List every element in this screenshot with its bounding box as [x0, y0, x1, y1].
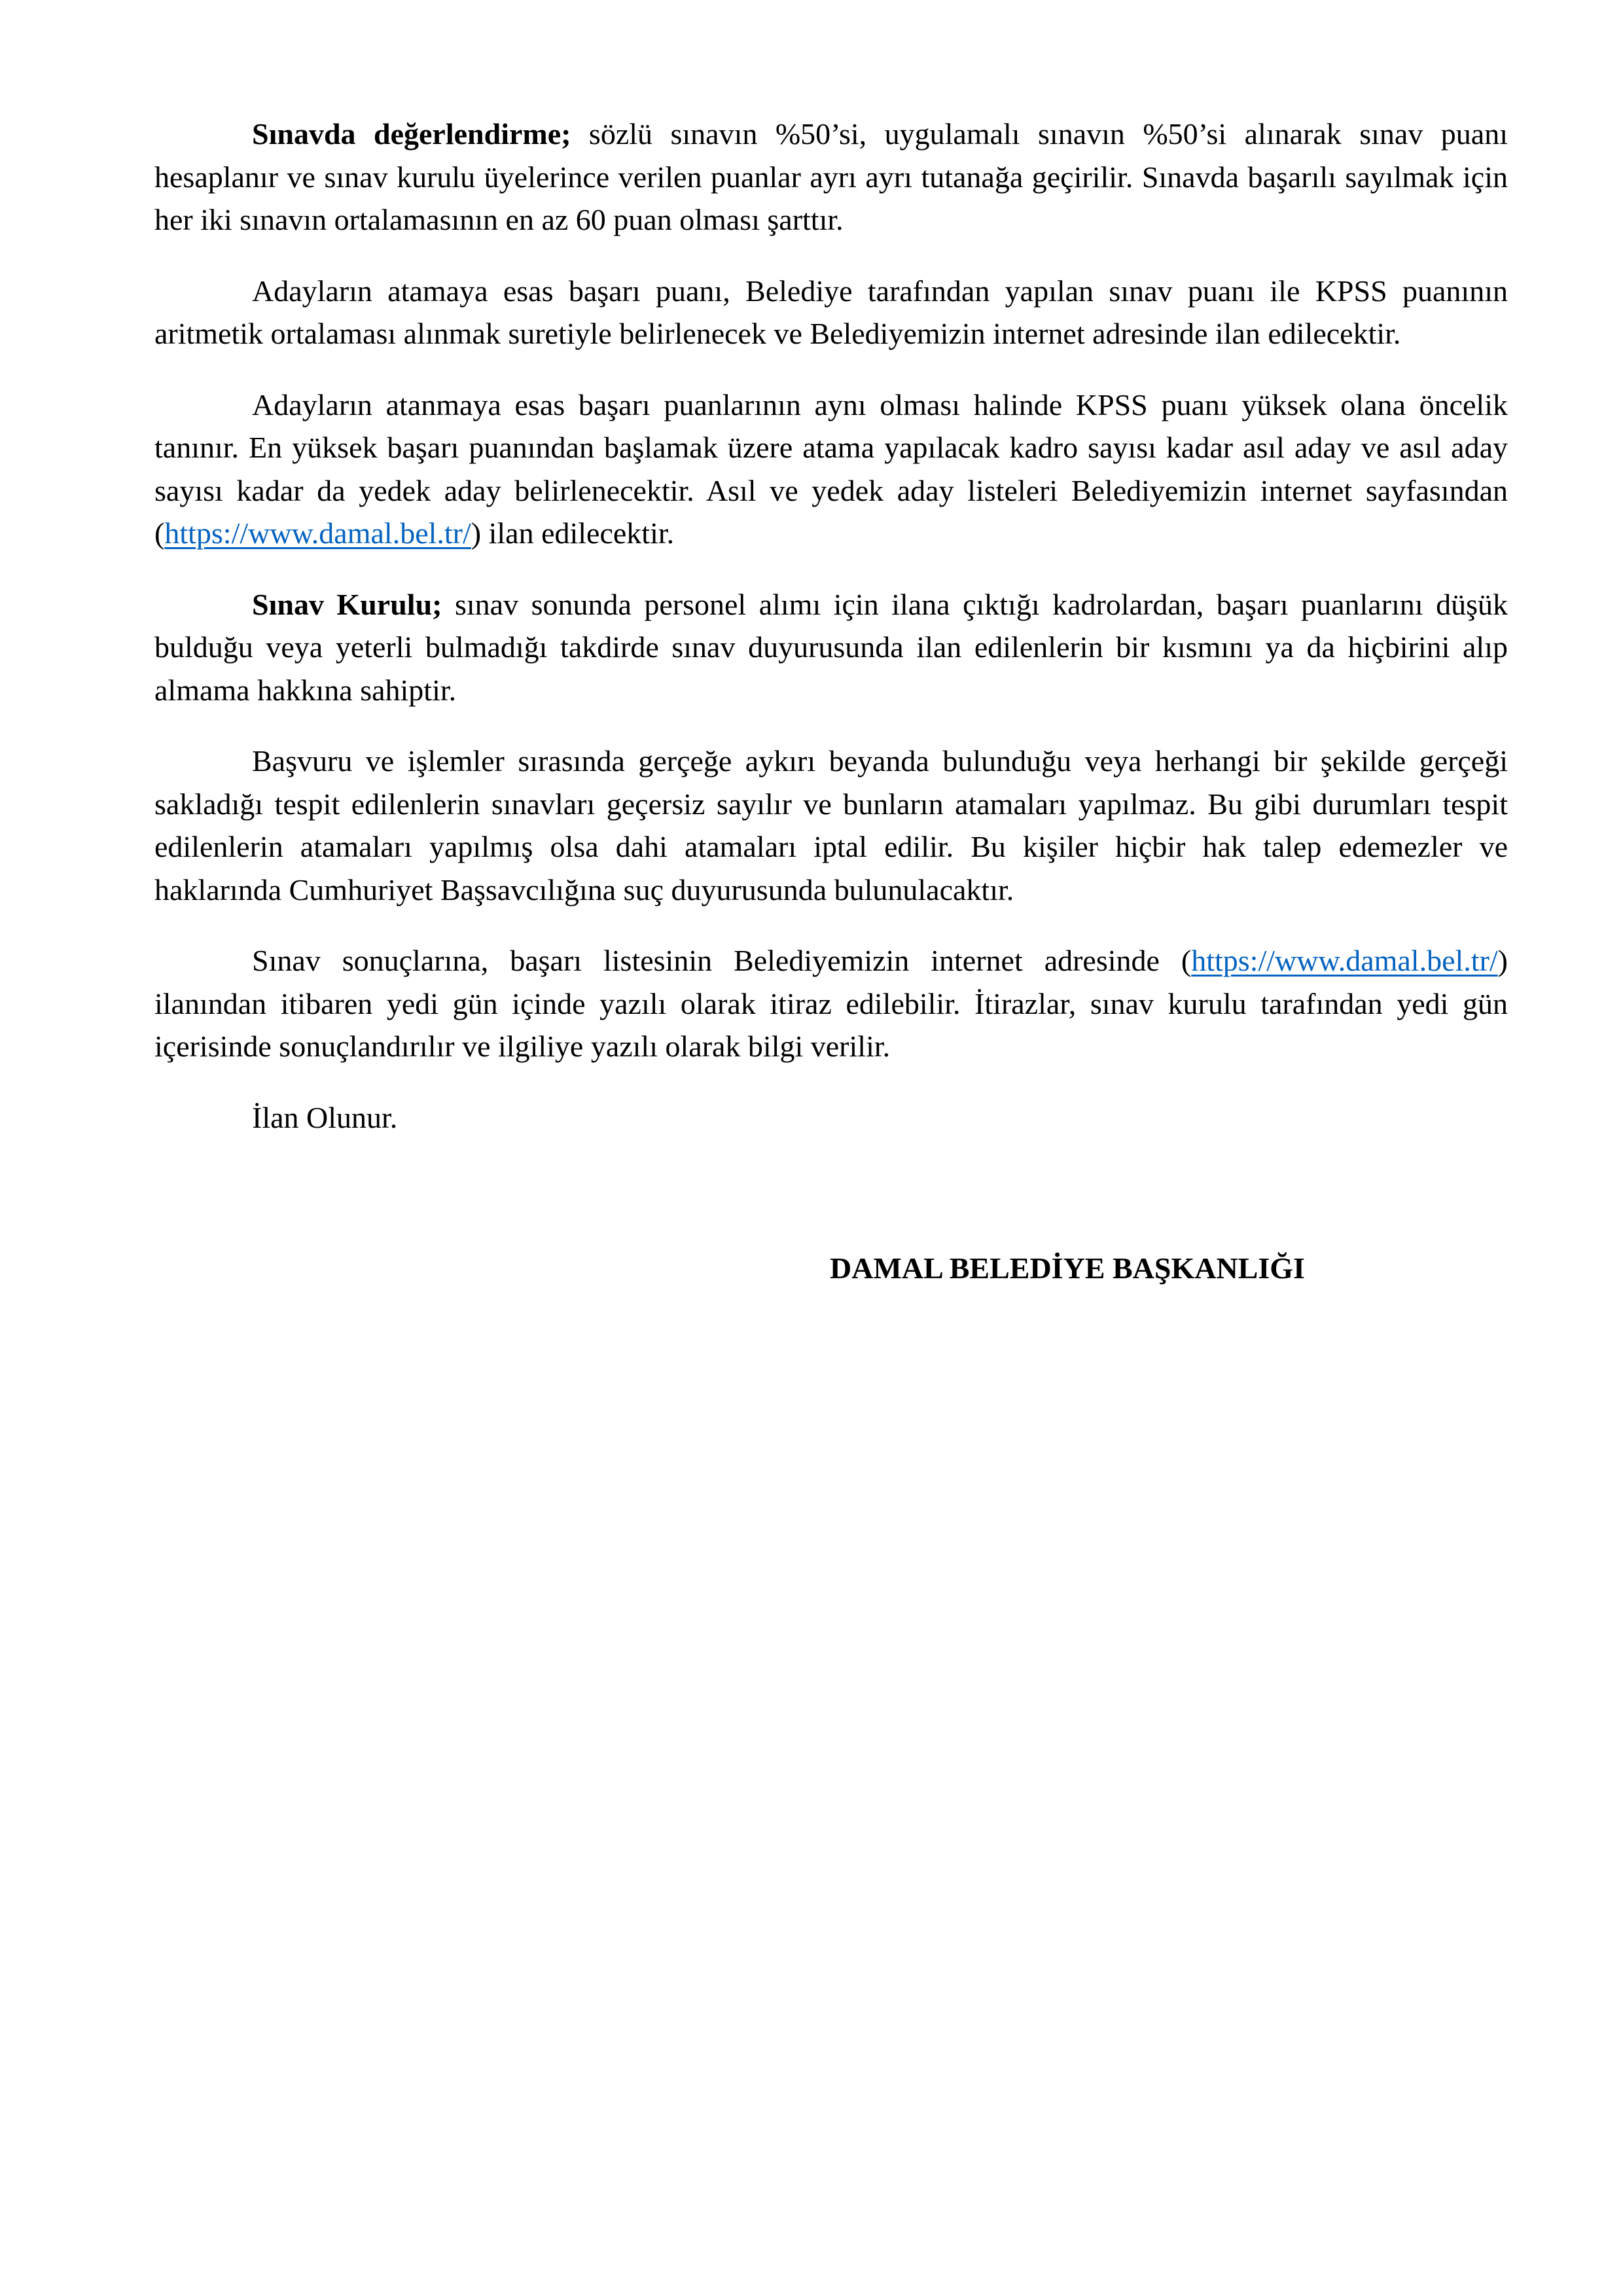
paragraph-text: Adayların atamaya esas başarı puanı, Belediye tarafından yapılan sınav puanı ile KPSS puanının aritmetik ortalaması alınmak suretiyle belirlenecek ve Belediyemizin internet adresinde ilan edilecektir.	[154, 274, 1508, 350]
paragraph-lead-bold: Sınavda değerlendirme;	[252, 117, 571, 151]
paragraph-exam-board	[154, 583, 1508, 712]
website-link[interactable]: https://www.damal.bel.tr/	[1191, 944, 1498, 977]
paragraph-text: ) ilanından itibaren yedi gün içinde yazılı olarak itiraz edilebilir. İtirazlar, sınav kurulu tarafından yedi gün içerisinde sonuçlandırılır ve ilgiliye yazılı olarak bilgi verilir.	[154, 944, 1508, 1063]
paragraph-objections	[154, 939, 1508, 1068]
website-link[interactable]: https://www.damal.bel.tr/	[164, 516, 471, 550]
paragraph-text: Başvuru ve işlemler sırasında gerçeğe aykırı beyanda bulunduğu veya herhangi bir şekilde gerçeği sakladığı tespit edilenlerin sınavları geçersiz sayılır ve bunların atamaları yapılmaz. Bu gibi durumları tespit edilenlerin atamaları yapılmış olsa dahi atamaları iptal edilir. Bu kişiler hiçbir hak talep edemezler ve haklarında Cumhuriyet Başsavcılığına suç duyurusunda bulunulacaktır.	[154, 744, 1508, 906]
document-body	[154, 113, 1508, 1285]
paragraph-lead-bold: Sınav Kurulu;	[252, 587, 442, 621]
signature: DAMAL BELEDİYE BAŞKANLIĞI	[830, 1251, 1305, 1285]
paragraph-success-score	[154, 270, 1508, 355]
paragraph-text: sınav sonunda personel alımı için ilana çıktığı kadrolardan, başarı puanlarını düşük bulduğu veya yeterli bulmadığı takdirde sınav duyurusunda ilan edilenlerin bir kısmını ya da hiçbirini alıp almama hakkına sahiptir.	[154, 587, 1508, 707]
paragraph-tie-breaking	[154, 384, 1508, 555]
paragraph-false-declaration	[154, 740, 1508, 911]
paragraph-evaluation	[154, 113, 1508, 242]
paragraph-text: ) ilan edilecektir.	[471, 516, 675, 550]
closing-line: İlan Olunur.	[252, 1100, 398, 1134]
paragraph-text: Sınav sonuçlarına, başarı listesinin Belediyemizin internet adresinde (	[252, 944, 1192, 977]
paragraph-text: sözlü sınavın %50’si, uygulamalı sınavın %50’si alınarak sınav puanı hesaplanır ve sınav kurulu üyelerince verilen puanlar ayrı ayrı tutanağa geçirilir. Sınavda başarılı sayılmak için her iki sınavın ortalamasının en az 60 puan olması şarttır.	[154, 117, 1508, 236]
paragraph-text: Adayların atanmaya esas başarı puanlarının aynı olması halinde KPSS puanı yüksek olana öncelik tanınır. En yüksek başarı puanından başlamak üzere atama yapılacak kadro sayısı kadar asıl aday ve asıl aday sayısı kadar da yedek aday belirlenecektir. Asıl ve yedek aday listeleri Belediyemizin internet sayfasından (	[154, 387, 1508, 550]
